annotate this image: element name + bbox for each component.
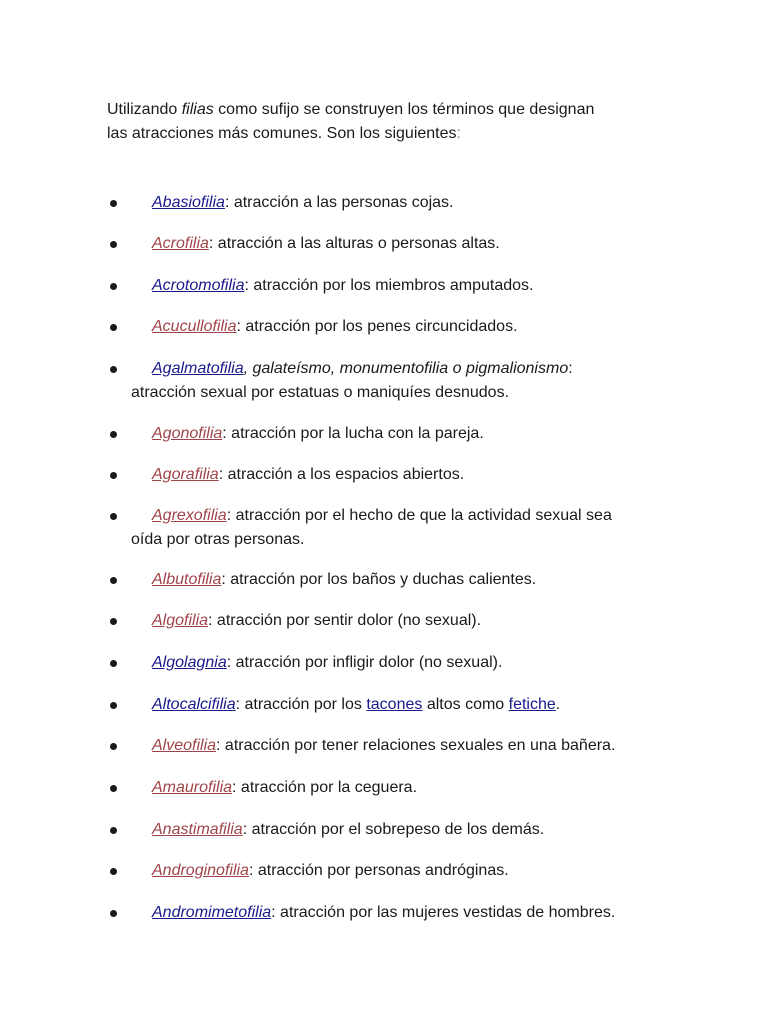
bullet-icon: [110, 324, 117, 331]
term-link[interactable]: Alveofilia: [152, 737, 217, 754]
bullet-icon: [110, 785, 117, 792]
bullet-icon: [110, 200, 117, 207]
bullet-icon: [110, 577, 117, 584]
term-description: : atracción por sentir dolor (no sexual).: [208, 612, 482, 629]
term-link[interactable]: Andromimetofilia: [152, 904, 272, 921]
term-link[interactable]: Anastimafilia: [152, 821, 243, 838]
term-link[interactable]: Amaurofilia: [152, 779, 233, 796]
term-link[interactable]: Albutofilia: [152, 571, 222, 588]
term-description: : atracción por el sobrepeso de los demás.: [242, 821, 545, 838]
bullet-icon: [110, 366, 117, 373]
bullet-icon: [110, 431, 117, 438]
term-description: : atracción por la ceguera.: [232, 779, 418, 796]
term-description: : atracción por los penes circuncidados.: [236, 318, 518, 335]
bullet-icon: [110, 702, 117, 709]
bullet-icon: [110, 910, 117, 917]
term-description: : atracción a los espacios abiertos.: [218, 466, 465, 483]
intro-paragraph: [107, 98, 707, 146]
fetiche-link[interactable]: fetiche: [508, 696, 556, 713]
term-link[interactable]: Agalmatofilia: [152, 360, 244, 377]
bullet-icon: [110, 241, 117, 248]
term-description: : atracción por los: [235, 696, 367, 713]
term-description: : atracción por las mujeres vestidas de hombres.: [271, 904, 616, 921]
term-link[interactable]: Altocalcifilia: [152, 696, 236, 713]
term-synonyms: , galateísmo, monumentofilia o pigmalionismo: [243, 360, 569, 377]
bullet-icon: [110, 472, 117, 479]
bullet-icon: [110, 618, 117, 625]
term-description: : atracción por tener relaciones sexuales en una bañera.: [216, 737, 616, 754]
term-link[interactable]: Abasiofilia: [152, 194, 225, 211]
term-description: :: [568, 360, 573, 377]
tacones-link[interactable]: tacones: [366, 696, 423, 713]
intro-text-1: Utilizando: [107, 101, 182, 118]
bullet-icon: [110, 868, 117, 875]
intro-text-2: como sufijo se construyen los términos que designan: [213, 101, 595, 118]
term-description: : atracción por personas andróginas.: [248, 862, 509, 879]
term-link[interactable]: Acrofilia: [152, 235, 209, 252]
term-description-cont: oída por otras personas.: [131, 531, 305, 548]
term-description-cont: atracción sexual por estatuas o maniquíes desnudos.: [131, 384, 510, 401]
bullet-icon: [110, 283, 117, 290]
term-description: : atracción por los miembros amputados.: [244, 277, 534, 294]
bullet-icon: [110, 660, 117, 667]
term-description: .: [555, 696, 561, 713]
bullet-icon: [110, 743, 117, 750]
term-description: : atracción a las personas cojas.: [224, 194, 454, 211]
term-description: : atracción por la lucha con la pareja.: [222, 425, 484, 442]
term-link[interactable]: Acucullofilia: [152, 318, 237, 335]
term-description: : atracción por infligir dolor (no sexual).: [226, 654, 503, 671]
term-link[interactable]: Androginofilia: [152, 862, 249, 879]
intro-text-3: las atracciones más comunes. Son los siguientes: [107, 125, 457, 142]
term-description: : atracción por los baños y duchas calientes.: [221, 571, 537, 588]
intro-colon: :: [456, 125, 461, 142]
bullet-icon: [110, 513, 117, 520]
term-link[interactable]: Acrotomofilia: [152, 277, 245, 294]
term-description: : atracción por el hecho de que la actividad sexual sea: [226, 507, 612, 524]
term-link[interactable]: Algolagnia: [152, 654, 227, 671]
term-link[interactable]: Agrexofilia: [152, 507, 227, 524]
term-description: : atracción a las alturas o personas altas.: [208, 235, 500, 252]
term-link[interactable]: Agonofilia: [152, 425, 223, 442]
term-description: altos como: [422, 696, 509, 713]
bullet-icon: [110, 827, 117, 834]
intro-italic: filias: [181, 101, 214, 118]
term-link[interactable]: Agorafilia: [152, 466, 219, 483]
term-link[interactable]: Algofilia: [152, 612, 209, 629]
